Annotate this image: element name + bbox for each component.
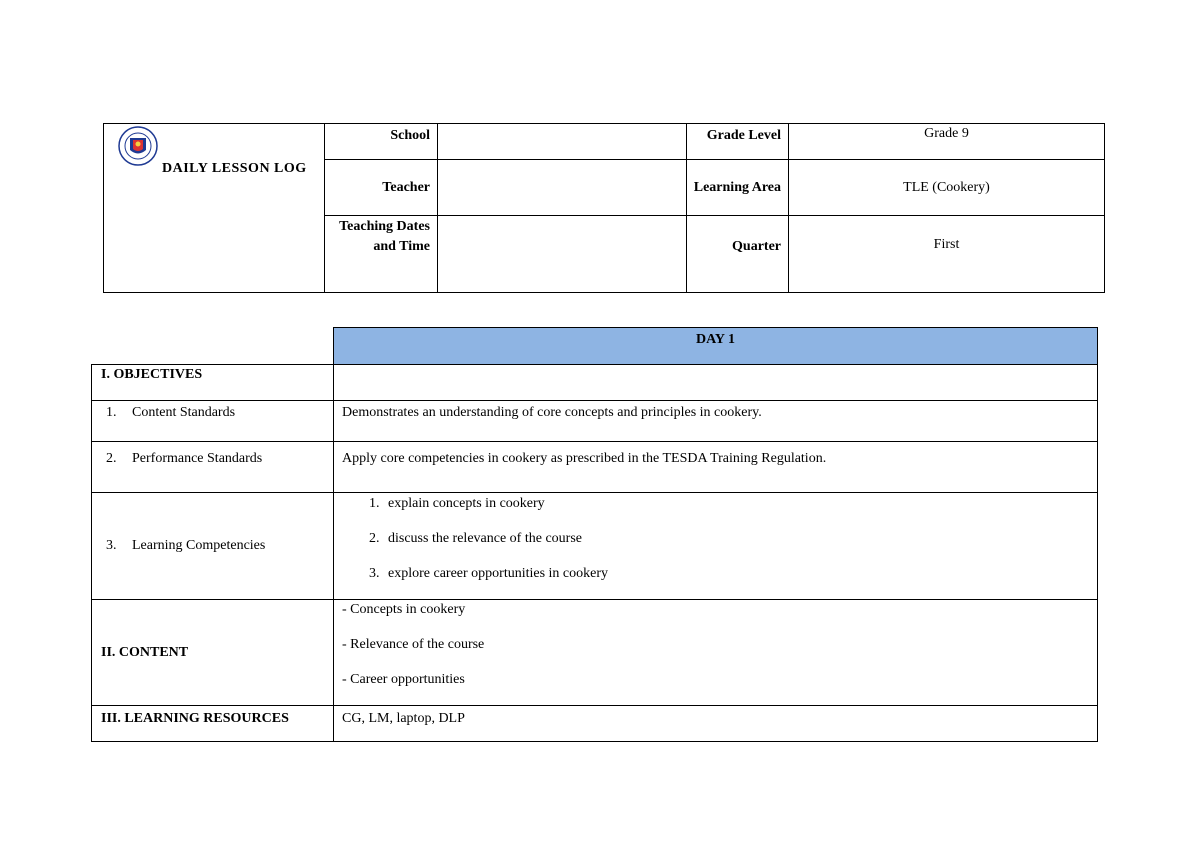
quarter-label: Quarter bbox=[687, 216, 789, 293]
grade-level-value: Grade 9 bbox=[789, 124, 1105, 160]
learning-competencies-label: Learning Competencies bbox=[132, 538, 266, 553]
content-standards-cell bbox=[92, 401, 334, 442]
daily-lesson-log-title: DAILY LESSON LOG bbox=[162, 161, 307, 176]
teacher-value bbox=[438, 160, 687, 216]
list-item: 2. discuss the relevance of the course bbox=[369, 531, 582, 546]
list-item: - Career opportunities bbox=[342, 672, 465, 687]
quarter-value: First bbox=[789, 216, 1105, 293]
learning-resources-title: III. LEARNING RESOURCES bbox=[92, 706, 334, 742]
content-standards-value: Demonstrates an understanding of core concepts and principles in cookery. bbox=[334, 401, 1098, 442]
logo-title-cell bbox=[104, 124, 325, 293]
list-item: 1. explain concepts in cookery bbox=[369, 496, 545, 511]
learning-competencies-cell bbox=[92, 493, 334, 600]
blank-corner-cell bbox=[92, 328, 334, 365]
day-header: DAY 1 bbox=[334, 328, 1098, 365]
performance-standards-cell bbox=[92, 442, 334, 493]
list-item: - Relevance of the course bbox=[342, 637, 485, 652]
objectives-value bbox=[334, 365, 1098, 401]
performance-standards-label: Performance Standards bbox=[132, 451, 263, 466]
content-standards-label: Content Standards bbox=[132, 405, 236, 420]
competencies-list bbox=[334, 494, 1097, 599]
deped-seal-icon bbox=[110, 126, 166, 166]
learning-area-label: Learning Area bbox=[687, 160, 789, 216]
performance-standards-value: Apply core competencies in cookery as prescribed in the TESDA Training Regulation. bbox=[334, 442, 1098, 493]
performance-standards-num: 2. bbox=[106, 451, 117, 466]
learning-competencies-value bbox=[334, 493, 1098, 600]
header-table bbox=[103, 123, 1105, 293]
teaching-dates-value bbox=[438, 216, 687, 293]
content-value bbox=[334, 600, 1098, 706]
teaching-dates-label: Teaching Dates and Time bbox=[325, 216, 438, 293]
content-title: II. CONTENT bbox=[92, 600, 334, 706]
list-item: - Concepts in cookery bbox=[342, 602, 466, 617]
learning-area-value: TLE (Cookery) bbox=[789, 160, 1105, 216]
list-item: 3. explore career opportunities in cookery bbox=[369, 566, 609, 581]
teacher-label: Teacher bbox=[325, 160, 438, 216]
learning-competencies-num: 3. bbox=[106, 538, 117, 553]
lesson-table bbox=[91, 327, 1098, 742]
school-label: School bbox=[325, 124, 438, 160]
objectives-title: I. OBJECTIVES bbox=[92, 365, 334, 401]
learning-resources-value: CG, LM, laptop, DLP bbox=[334, 706, 1098, 742]
grade-level-label: Grade Level bbox=[687, 124, 789, 160]
content-standards-num: 1. bbox=[106, 405, 117, 420]
school-value bbox=[438, 124, 687, 160]
